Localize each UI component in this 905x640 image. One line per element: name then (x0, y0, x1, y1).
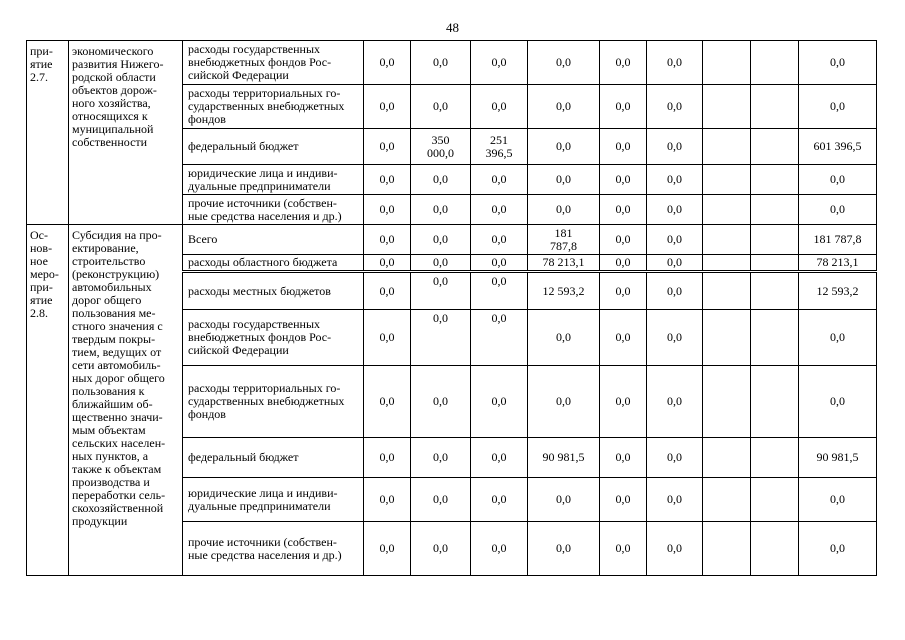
value-cell: 0,0 (647, 272, 703, 310)
page-number: 48 (446, 20, 459, 35)
funding-source: расходы местных бюджетов (183, 272, 364, 310)
value-cell (703, 165, 751, 195)
value-cell: 0,0 (600, 272, 647, 310)
value-cell: 0,0 (364, 195, 411, 225)
funding-source: юридические лица и индиви- дуальные предприниматели (183, 165, 364, 195)
value-cell: 0,0 (647, 478, 703, 522)
value-cell: 0,0 (528, 165, 600, 195)
value-cell: 0,0 (647, 85, 703, 129)
value-cell: 0,0 (364, 522, 411, 576)
value-cell (703, 85, 751, 129)
value-cell: 0,0 (600, 41, 647, 85)
value-cell (703, 366, 751, 438)
value-cell: 0,0 (471, 366, 528, 438)
value-cell: 0,0 (471, 478, 528, 522)
funding-table (26, 40, 877, 576)
value-cell (751, 478, 799, 522)
funding-source: расходы территориальных го- сударственных внебюджетных фондов (183, 366, 364, 438)
funding-source: юридические лица и индиви- дуальные предприниматели (183, 478, 364, 522)
value-cell: 78 213,1 (528, 255, 600, 272)
measure-name: Субсидия на про- ектирование, строительство (реконструкцию) автомобильных дорог общего пользования ме- стного значения с твердым покры- тием, ведущих от сети автомобиль- ных дорог общего пользования к ближайшим об- щественно значи- мым объектам сельских населен- ных пунктов, а также к объектам производства и переработки сель- скохозяйственной продукции (69, 225, 183, 576)
value-cell: 0,0 (411, 165, 471, 195)
funding-source: расходы государственных внебюджетных фондов Рос- сийской Федерации (183, 41, 364, 85)
value-cell: 0,0 (411, 310, 471, 366)
total-value: 12 593,2 (799, 272, 877, 310)
value-cell (703, 438, 751, 478)
total-value: 0,0 (799, 478, 877, 522)
value-cell: 0,0 (364, 165, 411, 195)
value-cell: 0,0 (471, 272, 528, 310)
funding-source: расходы областного бюджета (183, 255, 364, 272)
value-cell: 0,0 (471, 438, 528, 478)
value-cell: 0,0 (411, 85, 471, 129)
value-cell: 0,0 (528, 522, 600, 576)
value-cell: 0,0 (411, 366, 471, 438)
value-cell: 0,0 (647, 366, 703, 438)
value-cell: 0,0 (600, 255, 647, 272)
value-cell: 0,0 (411, 438, 471, 478)
measure-code: Ос- нов- ное меро- при- ятие 2.8. (27, 225, 69, 576)
value-cell: 0,0 (528, 41, 600, 85)
total-value: 0,0 (799, 165, 877, 195)
value-cell: 0,0 (411, 478, 471, 522)
value-cell: 0,0 (647, 522, 703, 576)
value-cell: 0,0 (411, 272, 471, 310)
value-cell: 0,0 (600, 438, 647, 478)
value-cell (751, 195, 799, 225)
value-cell: 0,0 (471, 195, 528, 225)
value-cell: 0,0 (647, 255, 703, 272)
value-cell: 0,0 (600, 310, 647, 366)
value-cell: 0,0 (471, 522, 528, 576)
funding-source: федеральный бюджет (183, 438, 364, 478)
value-cell: 0,0 (364, 225, 411, 255)
value-cell (751, 272, 799, 310)
value-cell: 181 787,8 (528, 225, 600, 255)
value-cell: 0,0 (471, 225, 528, 255)
value-cell (703, 310, 751, 366)
value-cell (703, 478, 751, 522)
measure-name: экономического развития Нижего- родской области объектов дорож- ного хозяйства, относящихся к муниципальной собственности (69, 41, 183, 225)
value-cell: 0,0 (528, 478, 600, 522)
total-value: 601 396,5 (799, 129, 877, 165)
value-cell: 0,0 (411, 522, 471, 576)
value-cell: 0,0 (647, 225, 703, 255)
value-cell: 0,0 (600, 165, 647, 195)
value-cell: 0,0 (364, 129, 411, 165)
value-cell: 0,0 (600, 478, 647, 522)
value-cell: 0,0 (364, 478, 411, 522)
measure-code: при- ятие 2.7. (27, 41, 69, 225)
value-cell: 90 981,5 (528, 438, 600, 478)
value-cell: 0,0 (647, 438, 703, 478)
value-cell: 0,0 (411, 41, 471, 85)
total-value: 0,0 (799, 310, 877, 366)
value-cell: 0,0 (364, 85, 411, 129)
value-cell: 0,0 (364, 310, 411, 366)
value-cell: 0,0 (411, 255, 471, 272)
total-value: 90 981,5 (799, 438, 877, 478)
value-cell: 0,0 (600, 85, 647, 129)
value-cell (703, 255, 751, 272)
value-cell: 0,0 (647, 195, 703, 225)
value-cell: 0,0 (411, 195, 471, 225)
value-cell: 0,0 (471, 41, 528, 85)
value-cell: 0,0 (600, 522, 647, 576)
total-value: 0,0 (799, 366, 877, 438)
value-cell: 0,0 (647, 310, 703, 366)
value-cell: 0,0 (647, 129, 703, 165)
value-cell (703, 41, 751, 85)
value-cell: 0,0 (364, 366, 411, 438)
value-cell: 0,0 (471, 255, 528, 272)
value-cell (703, 129, 751, 165)
value-cell: 0,0 (647, 41, 703, 85)
total-value: 0,0 (799, 41, 877, 85)
value-cell: 0,0 (600, 225, 647, 255)
value-cell (751, 165, 799, 195)
total-value: 181 787,8 (799, 225, 877, 255)
value-cell (751, 310, 799, 366)
value-cell: 0,0 (471, 165, 528, 195)
value-cell (751, 438, 799, 478)
total-value: 78 213,1 (799, 255, 877, 272)
value-cell: 0,0 (528, 195, 600, 225)
value-cell (751, 255, 799, 272)
value-cell (703, 225, 751, 255)
table-row (27, 41, 877, 85)
funding-source: расходы территориальных го- сударственных внебюджетных фондов (183, 85, 364, 129)
funding-source: прочие источники (собствен- ные средства населения и др.) (183, 522, 364, 576)
value-cell: 0,0 (471, 85, 528, 129)
value-cell (703, 195, 751, 225)
value-cell: 0,0 (600, 195, 647, 225)
value-cell: 0,0 (471, 310, 528, 366)
value-cell: 0,0 (600, 366, 647, 438)
value-cell: 0,0 (411, 225, 471, 255)
total-value: 0,0 (799, 195, 877, 225)
value-cell (751, 41, 799, 85)
value-cell (751, 129, 799, 165)
value-cell: 0,0 (364, 272, 411, 310)
table-row (27, 225, 877, 255)
value-cell (751, 522, 799, 576)
value-cell: 0,0 (364, 41, 411, 85)
funding-source: Всего (183, 225, 364, 255)
value-cell (703, 522, 751, 576)
value-cell: 0,0 (528, 85, 600, 129)
value-cell: 251 396,5 (471, 129, 528, 165)
value-cell: 12 593,2 (528, 272, 600, 310)
funding-source: расходы государственных внебюджетных фондов Рос- сийской Федерации (183, 310, 364, 366)
value-cell: 0,0 (647, 165, 703, 195)
value-cell (751, 85, 799, 129)
total-value: 0,0 (799, 522, 877, 576)
total-value: 0,0 (799, 85, 877, 129)
value-cell (751, 225, 799, 255)
value-cell: 0,0 (528, 129, 600, 165)
value-cell: 0,0 (364, 438, 411, 478)
value-cell (751, 366, 799, 438)
value-cell: 0,0 (600, 129, 647, 165)
value-cell: 0,0 (528, 310, 600, 366)
value-cell: 350 000,0 (411, 129, 471, 165)
value-cell: 0,0 (364, 255, 411, 272)
value-cell: 0,0 (528, 366, 600, 438)
funding-source: федеральный бюджет (183, 129, 364, 165)
value-cell (703, 272, 751, 310)
funding-source: прочие источники (собствен- ные средства населения и др.) (183, 195, 364, 225)
